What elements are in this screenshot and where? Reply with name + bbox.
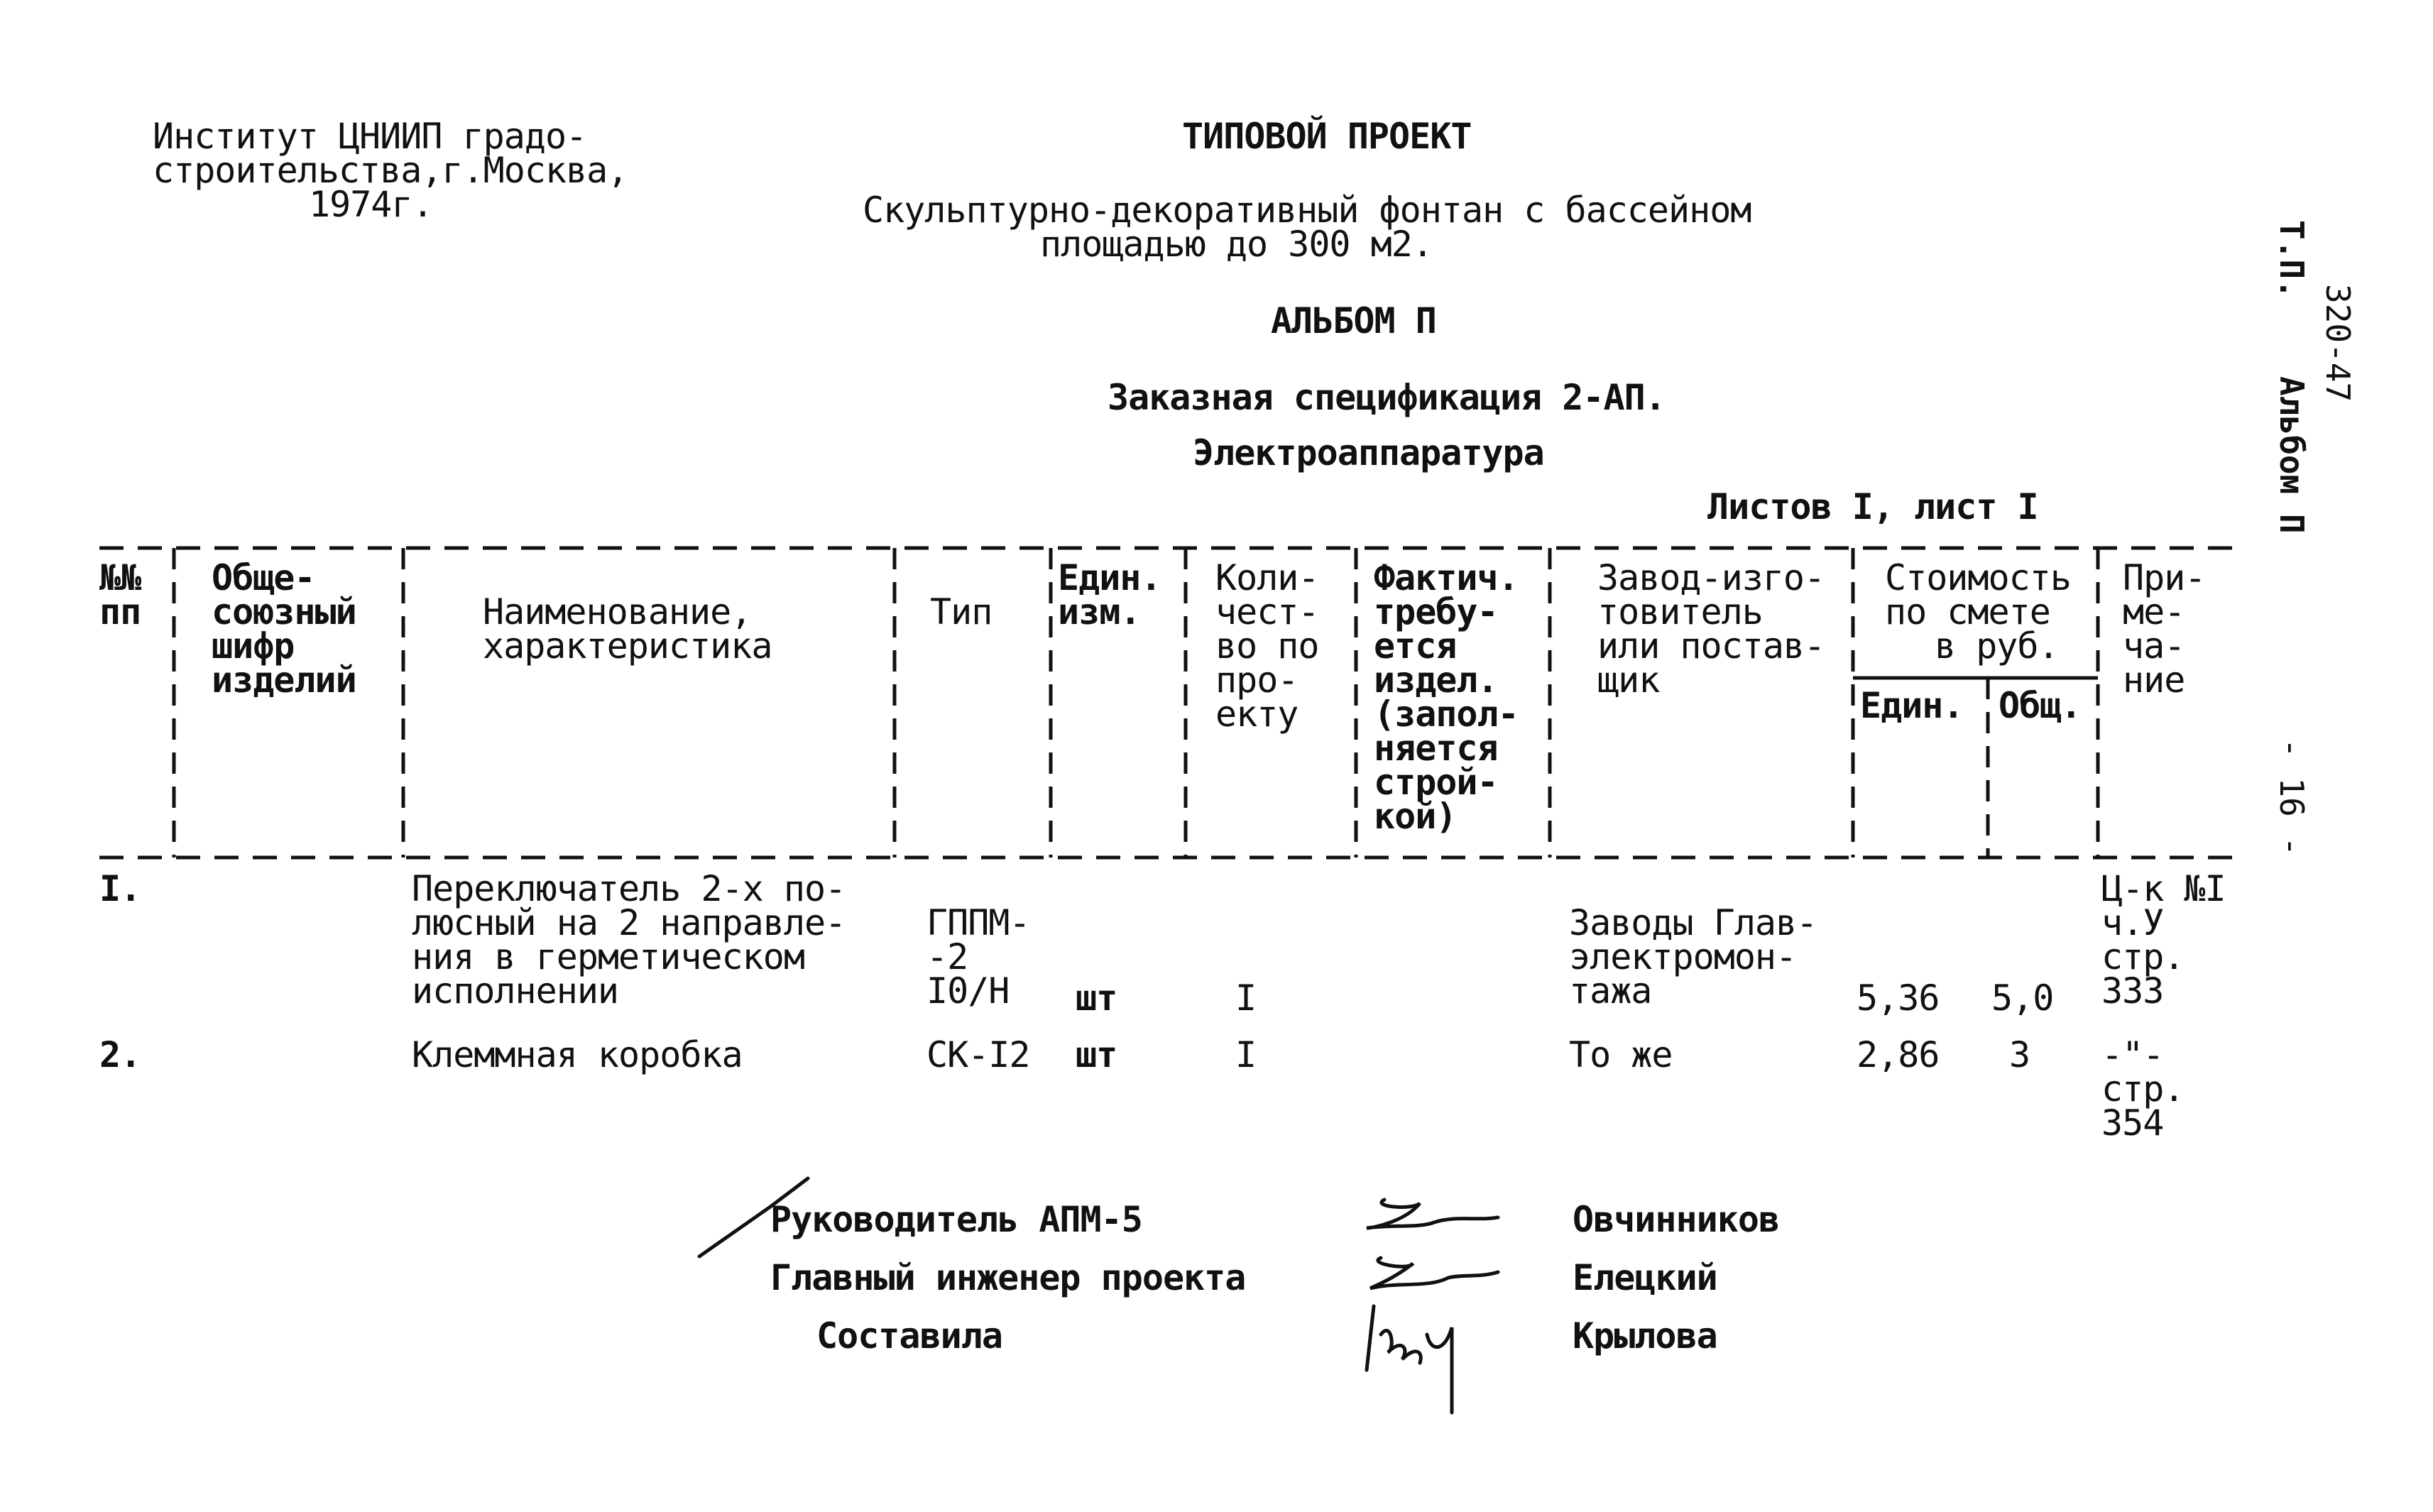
header-note-1: При- xyxy=(2123,557,2206,598)
row1-qty: I xyxy=(1235,977,1257,1019)
header-actual-6: няется xyxy=(1374,728,1498,769)
album-title: АЛЬБОМ П xyxy=(1271,300,1436,341)
row1-note-3: стр. xyxy=(2101,936,2185,977)
side-stamp-number: 320-47 xyxy=(2319,284,2357,402)
header-actual-8: кой) xyxy=(1374,796,1457,837)
row1-supplier-2: электромон- xyxy=(1569,936,1797,977)
header-actual-5: (запол- xyxy=(1374,694,1519,735)
header-actual-4: издел. xyxy=(1374,659,1498,701)
signature-role-1: Руководитель АПМ-5 xyxy=(770,1199,1142,1240)
header-cost-3: в руб. xyxy=(1935,625,2059,667)
header-actual-1: Фактич. xyxy=(1374,557,1519,598)
header-code-3: шифр xyxy=(212,625,295,667)
signature-mark-2 xyxy=(1370,1258,1498,1288)
header-qty-1: Коли- xyxy=(1215,557,1319,598)
signature-name-2: Елецкий xyxy=(1573,1257,1717,1298)
row1-name-1: Переключатель 2-х по- xyxy=(412,868,846,909)
sheets-count: Листов I, лист I xyxy=(1707,486,2038,527)
row1-num: I. xyxy=(99,868,141,909)
row2-unit: шт xyxy=(1076,1034,1117,1075)
row1-name-2: люсный на 2 направле- xyxy=(412,902,846,943)
side-stamp-code: Т.П. xyxy=(2273,220,2311,299)
row2-supplier: То же xyxy=(1569,1034,1673,1075)
header-note-3: ча- xyxy=(2123,625,2185,667)
row1-supplier-3: тажа xyxy=(1569,970,1652,1012)
signature-role-3: Составила xyxy=(816,1315,1002,1357)
header-supplier-1: Завод-изго- xyxy=(1597,557,1825,598)
header-actual-3: ется xyxy=(1374,625,1457,667)
institute-line-1: Институт ЦНИИП градо- xyxy=(153,116,587,157)
side-stamp-album: Альбом П xyxy=(2273,376,2311,534)
spec-title: Заказная спецификация 2-АП. xyxy=(1108,377,1666,418)
project-type: ТИПОВОЙ ПРОЕКТ xyxy=(1182,116,1472,157)
signature-name-1: Овчинников xyxy=(1573,1199,1780,1240)
header-qty-4: про- xyxy=(1215,659,1298,701)
row2-note-2: стр. xyxy=(2101,1068,2185,1110)
row1-supplier-1: Заводы Глав- xyxy=(1569,902,1817,943)
header-actual-7: строй- xyxy=(1374,762,1498,803)
header-type: Тип xyxy=(930,591,993,632)
header-unit-2: изм. xyxy=(1058,591,1141,632)
header-cost-1: Стоимость xyxy=(1885,557,2071,598)
row2-note-1: -"- xyxy=(2101,1034,2164,1075)
signature-role-2: Главный инженер проекта xyxy=(770,1257,1246,1298)
institute-line-2: строительства,г.Москва, xyxy=(153,150,628,191)
row2-num: 2. xyxy=(99,1034,141,1075)
institute-year: 1974г. xyxy=(309,184,433,225)
header-num-2: пп xyxy=(99,591,141,632)
row2-type: СК-I2 xyxy=(926,1034,1030,1075)
header-code-4: изделий xyxy=(212,659,356,701)
header-qty-5: екту xyxy=(1215,694,1298,735)
row1-type-1: ГППМ- xyxy=(926,902,1030,943)
row2-note-3: 354 xyxy=(2101,1102,2164,1144)
header-qty-3: во по xyxy=(1215,625,1319,667)
header-cost-2: по смете xyxy=(1885,591,2050,632)
row1-cost-unit: 5,36 xyxy=(1857,977,1940,1019)
header-cost-total: Общ. xyxy=(1999,685,2082,726)
row1-type-3: I0/Н xyxy=(926,970,1010,1012)
signature-mark-3 xyxy=(1367,1306,1452,1413)
row1-cost-total: 5,0 xyxy=(1991,977,2054,1019)
header-name-1: Наименование, xyxy=(483,591,752,632)
header-num-1: №№ xyxy=(99,557,141,598)
row1-note-2: ч.У xyxy=(2101,902,2164,943)
row1-name-4: исполнении xyxy=(412,970,619,1012)
header-supplier-3: или постав- xyxy=(1597,625,1825,667)
signature-name-3: Крылова xyxy=(1573,1315,1717,1357)
header-note-2: ме- xyxy=(2123,591,2185,632)
header-supplier-2: товитель xyxy=(1597,591,1763,632)
project-title-line-2: площадью до 300 м2. xyxy=(1040,224,1433,265)
header-cost-unit: Един. xyxy=(1860,685,1964,726)
row2-qty: I xyxy=(1235,1034,1257,1075)
header-unit-1: Един. xyxy=(1058,557,1161,598)
signature-stroke-1 xyxy=(699,1178,808,1256)
row1-note-4: 333 xyxy=(2101,970,2164,1012)
row2-name: Клеммная коробка xyxy=(412,1034,743,1075)
header-code-1: Обще- xyxy=(212,557,315,598)
spec-subtitle: Электроаппаратура xyxy=(1193,432,1544,473)
row1-note-1: Ц-к №I xyxy=(2101,868,2226,909)
header-supplier-4: щик xyxy=(1597,659,1660,701)
header-actual-2: требу- xyxy=(1374,591,1498,632)
row2-cost-unit: 2,86 xyxy=(1857,1034,1940,1075)
row1-type-2: -2 xyxy=(926,936,968,977)
row1-name-3: ния в герметическом xyxy=(412,936,804,977)
row1-unit: шт xyxy=(1076,977,1117,1019)
project-title-line-1: Скульптурно-декоративный фонтан с бассейном xyxy=(863,190,1751,231)
header-code-2: союзный xyxy=(212,591,356,632)
header-qty-2: чест- xyxy=(1215,591,1319,632)
side-stamp-page: - 16 - xyxy=(2273,738,2311,857)
header-note-4: ние xyxy=(2123,659,2185,701)
signature-mark-1 xyxy=(1367,1200,1498,1228)
row2-cost-total: 3 xyxy=(2009,1034,2030,1075)
header-name-2: характеристика xyxy=(483,625,772,667)
